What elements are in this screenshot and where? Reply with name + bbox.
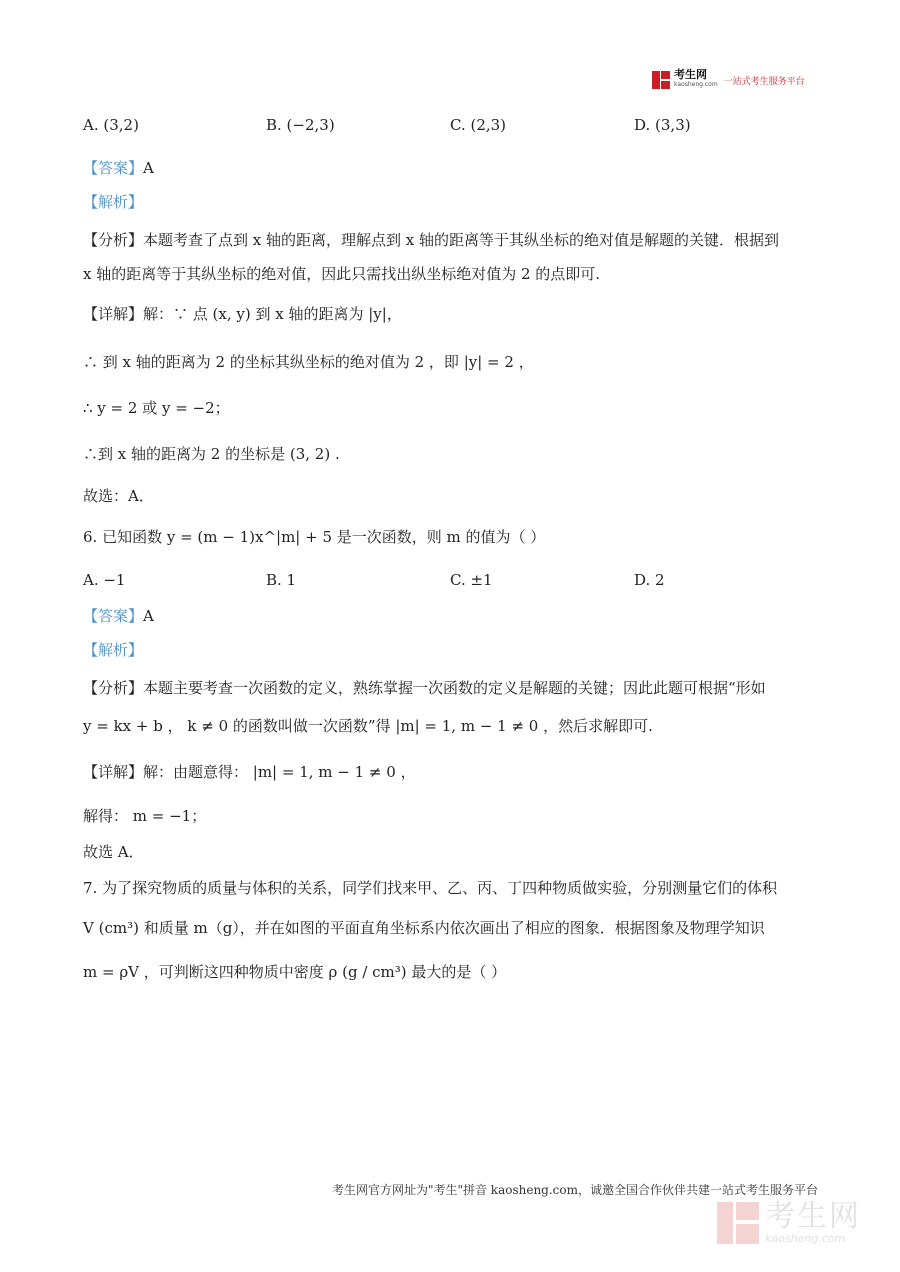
q7-line1: 7. 为了探究物质的质量与体积的关系，同学们找来甲、乙、丙、丁四种物质做实验，分别测量它们的体积 [83,879,778,897]
q6-fenxi-line2: y = kx + b ， k ≠ 0 的函数叫做一次函数”得 |m| = 1, m − 1 ≠ 0 ，然后求解即可. [83,717,653,735]
q6-option-a: A. −1 [83,571,126,589]
q5-step3: ∴到 x 轴的距离为 2 的坐标是 (3, 2) . [83,445,340,463]
q6-fenxi-line1: 【分析】本题主要考查一次函数的定义，熟练掌握一次函数的定义是解题的关键；因此此题可根据“形如 [83,679,766,697]
q5-option-a: A. (3,2) [83,116,139,134]
q5-option-b: B. (−2,3) [266,116,335,134]
q6-choice: 故选 A． [83,843,144,861]
q6-option-c: C. ±1 [450,571,493,589]
watermark-domain: kaosheng.com [765,1232,846,1245]
page-footer: 考生网官方网址为"考生"拼音 kaosheng.com，诚邀全国合作伙伴共建一站式考生服务平台 [331,1183,818,1197]
q5-option-c: C. (2,3) [450,116,507,134]
q5-fenxi-line1: 【分析】本题考查了点到 x 轴的距离，理解点到 x 轴的距离等于其纵坐标的绝对值是解题的关键．根据到 [83,231,779,249]
logo-domain: kaosheng.com [674,81,718,88]
q5-step1: ∴ 到 x 轴的距离为 2 的坐标其纵坐标的绝对值为 2 ，即 |y| = 2 ， [83,353,534,371]
answer-tag: 【答案】 [83,607,144,625]
q7-line2: V (cm³) 和质量 m（g），并在如图的平面直角坐标系内依次画出了相应的图象．根据图象及物理学知识 [83,919,765,937]
header-logo [652,70,805,90]
answer-tag: 【答案】 [83,159,144,177]
answer-value: A [143,159,154,177]
kaosheng-watermark-icon [717,1202,759,1244]
q5-answer [83,158,154,178]
q6-solve: 解得： m = −1； [83,807,207,825]
kaosheng-logo-icon [652,71,670,89]
q5-fenxi-line2: x 轴的距离等于其纵坐标的绝对值，因此只需找出纵坐标绝对值为 2 的点即可. [83,265,601,283]
q7-line3: m = ρV ，可判断这四种物质中密度 ρ (g / cm³) 最大的是（ ） [83,963,507,981]
q5-option-d: D. (3,3) [634,116,691,134]
q6-option-d: D. 2 [634,571,665,589]
q5-analysis-tag: 【解析】 [83,193,144,211]
q6-stem: 6. 已知函数 y = (m − 1)x^|m| + 5 是一次函数，则 m 的值为（ ） [83,528,546,546]
q6-option-b: B. 1 [266,571,297,589]
q6-analysis-tag: 【解析】 [83,641,144,659]
logo-name: 考生网 [674,68,707,81]
answer-value: A [143,607,154,625]
watermark [717,1201,861,1245]
q6-answer [83,606,154,626]
watermark-name: 考生网 [765,1199,861,1234]
q6-xiangjie: 【详解】解：由题意得： |m| = 1, m − 1 ≠ 0 ， [83,763,416,781]
q5-xiangjie: 【详解】解：∵ 点 (x, y) 到 x 轴的距离为 |y|， [83,305,402,323]
q5-choice: 故选：A． [83,487,154,505]
logo-slogan: 一站式考生服务平台 [723,76,805,87]
q5-step2: ∴ y = 2 或 y = −2； [83,399,230,417]
